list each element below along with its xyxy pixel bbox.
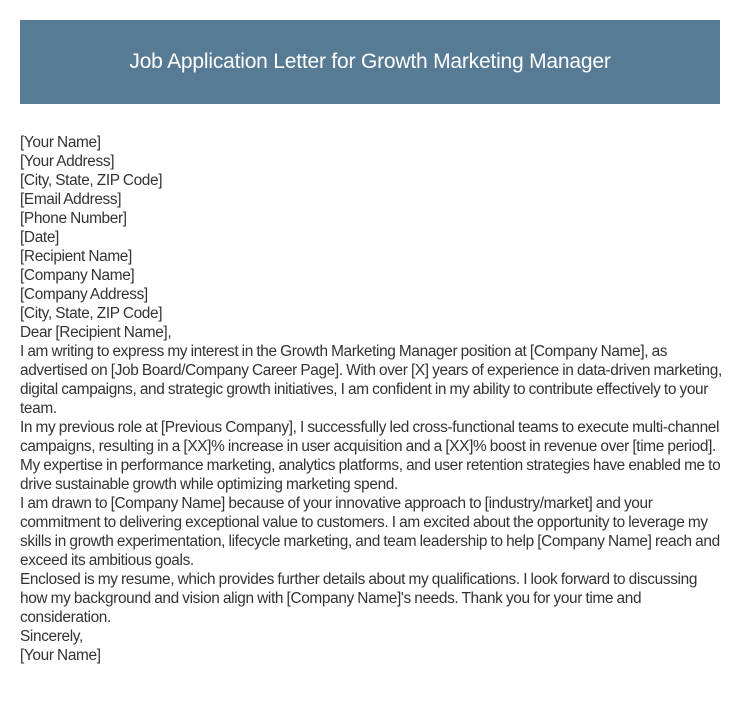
page-header: [20, 20, 720, 104]
paragraph-closing: Enclosed is my resume, which provides further details about my qualifications. I look forward to discussing how my background and vision align with [Company Name]'s needs. Thank you for your time and consideration.: [20, 571, 698, 626]
sender-address: [Your Address]: [20, 153, 115, 170]
paragraph-motivation: I am drawn to [Company Name] because of your innovative approach to [industry/market] and your commitment to delivering exceptional value to customers. I am excited about the opportunity to leverage my skills in growth experimentation, lifecycle marketing, and team leadership to help [Company Name] reach and exceed its ambitious goals.: [20, 495, 720, 569]
sender-phone: [Phone Number]: [20, 210, 127, 227]
signature: [Your Name]: [20, 647, 101, 664]
paragraph-intro: I am writing to express my interest in the Growth Marketing Manager position at [Company Name], as advertised on [Job Board/Company Career Page]. With over [X] years of experience in data-driven marketing, digital campaigns, and strategic growth initiatives, I am confident in my ability to contribute effectively to your team.: [20, 343, 722, 417]
sender-city-state-zip: [City, State, ZIP Code]: [20, 172, 163, 189]
closing: Sincerely,: [20, 628, 83, 645]
page-title: Job Application Letter for Growth Marketing Manager: [129, 50, 611, 73]
sender-email: [Email Address]: [20, 191, 122, 208]
recipient-name: [Recipient Name]: [20, 248, 132, 265]
letter-date: [Date]: [20, 229, 59, 246]
recipient-city-state-zip: [City, State, ZIP Code]: [20, 305, 163, 322]
salutation: Dear [Recipient Name],: [20, 324, 172, 341]
recipient-address: [Company Address]: [20, 286, 148, 303]
sender-name: [Your Name]: [20, 134, 101, 151]
recipient-company: [Company Name]: [20, 267, 135, 284]
letter-body: [20, 133, 722, 665]
paragraph-experience: In my previous role at [Previous Company], I successfully led cross-functional teams to execute multi-channel campaigns, resulting in a [XX]% increase in user acquisition and a [XX]% boost in revenue over [time period]. My expertise in performance marketing, analytics platforms, and user retention strategies have enabled me to drive sustainable growth while optimizing marketing spend.: [20, 419, 721, 493]
